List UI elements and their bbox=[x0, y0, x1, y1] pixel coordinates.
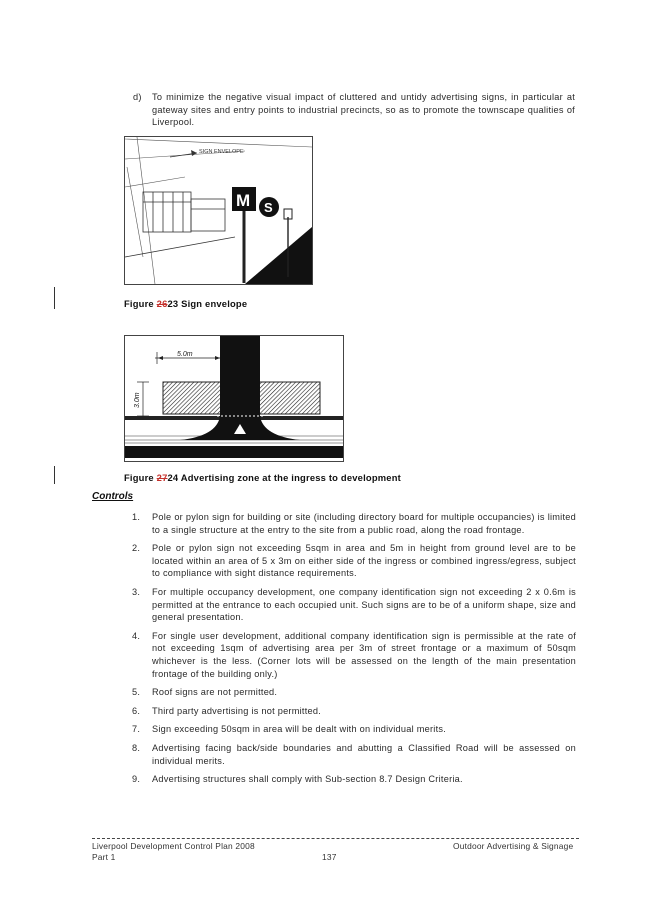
deleted-figure-number: 26 bbox=[156, 298, 168, 309]
list-item: 1. Pole or pylon sign for building or site (including directory board for multiple occupancies) is limited to a single structure at the entry to the site from a public road, along the road frontage. bbox=[132, 512, 576, 535]
list-item: 7. Sign exceeding 50sqm in area will be dealt with on individual merits. bbox=[132, 724, 447, 735]
deleted-figure-number: 27 bbox=[156, 472, 168, 483]
controls-heading: Controls bbox=[92, 491, 134, 502]
list-item: 8. Advertising facing back/side boundaries and abutting a Classified Road will be assessed on individual merits. bbox=[132, 742, 576, 766]
list-item: 4. For single user development, additional company identification sign is permissible at the rate of not exceeding 1sqm of advertising area per 3m of street frontage or a maximum of 50sqm whichever is the less. (Corner lots will be assessed on the length of the main presentation frontage of the building only.) bbox=[132, 630, 576, 679]
sign-envelope-label: SIGN ENVELOPE bbox=[199, 149, 244, 155]
width-dimension: 5.0m bbox=[177, 351, 193, 358]
list-item: 9. Advertising structures shall comply with Sub-section 8.7 Design Criteria. bbox=[132, 774, 463, 785]
objective-label: d) bbox=[133, 92, 142, 102]
sign-letter-m: M bbox=[236, 191, 251, 210]
list-item: 3. For multiple occupancy development, one company identification sign not exceeding 2 x 0.6m is permitted at the entrance to each occupied unit. Such signs are to be of a uniform shape, size and general presentation. bbox=[132, 586, 576, 623]
change-bar bbox=[54, 466, 55, 484]
sign-envelope-sketch bbox=[125, 137, 312, 284]
figure-a-caption: Figure 2623 Sign envelope bbox=[124, 298, 248, 309]
advertising-zone-figure bbox=[124, 335, 344, 462]
objective-text: To minimize the negative visual impact of cluttered and untidy advertising signs, in particular at gateway sites and entry points to industrial precincts, so as to promote the townscape qualities of Liverpool. bbox=[152, 92, 575, 128]
list-item: 2. Pole or pylon sign not exceeding 5sqm in area and 5m in height from ground level are to be located within an area of 5 x 3m on either side of the ingress or combined ingress/egress, subject to compliance with sight distance requirements. bbox=[132, 543, 576, 579]
footer-part: Part 1 bbox=[92, 852, 116, 862]
height-dimension: 3.0m bbox=[134, 392, 141, 408]
footer-section-title: Outdoor Advertising & Signage bbox=[453, 841, 574, 851]
sign-envelope-figure bbox=[124, 136, 313, 285]
controls-list bbox=[124, 511, 576, 792]
footer-divider bbox=[92, 838, 579, 839]
objective-d bbox=[133, 91, 575, 129]
list-item: 5. Roof signs are not permitted. bbox=[132, 687, 278, 698]
footer-document-title: Liverpool Development Control Plan 2008 bbox=[92, 841, 255, 851]
sign-letter-s: S bbox=[264, 200, 273, 215]
change-bar bbox=[54, 287, 55, 309]
list-item: 6. Third party advertising is not permitted. bbox=[132, 705, 322, 716]
page-number: 137 bbox=[322, 852, 337, 862]
advertising-zone-diagram bbox=[125, 336, 343, 461]
figure-b-caption: Figure 2724 Advertising zone at the ingress to development bbox=[124, 472, 401, 483]
